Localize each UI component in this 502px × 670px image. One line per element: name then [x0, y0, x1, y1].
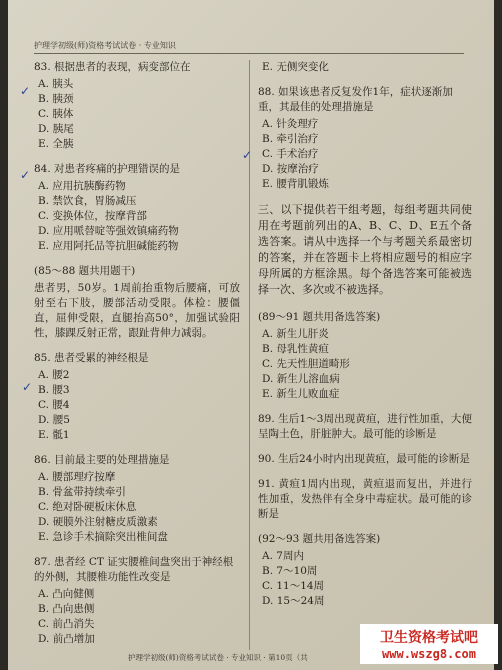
option: A. 凸向健侧 — [38, 588, 95, 600]
question-86-options — [38, 470, 240, 545]
section-instructions: 三、以下提供若干组考题，每组考题共同使用在考题前列出的A、B、C、D、E五个备选答案。请从中选择一个与考题关系最密切的答案，并在答题卡上将相应题号的相应字母所属的方框涂黑。每个备选答案可能被选择一次、多次或不被选择。 — [258, 203, 472, 296]
exam-page — [8, 0, 494, 670]
option: D. 前凸增加 — [38, 633, 95, 645]
group-89-91-heading: (89～91 题共用备选答案) — [258, 311, 381, 323]
option: D. 按摩治疗 — [262, 163, 319, 175]
option: A. 7周内 — [262, 550, 304, 562]
option: B. 7～10周 — [262, 565, 318, 577]
pen-mark-icon: ✓ — [22, 380, 33, 394]
option: E. 急诊手术摘除突出椎间盘 — [38, 531, 168, 543]
question-83-stem: 83. 根据患者的表现，病变部位在 — [34, 61, 191, 73]
question-89: 89. 生后1～3周出现黄疸，进行性加重，大便呈陶土色，肝脏肿大。最可能的诊断是 — [258, 413, 472, 440]
option: E. 无侧突变化 — [262, 61, 329, 73]
question-85-options — [38, 368, 240, 443]
option: B. 禁饮食，胃肠减压 — [38, 195, 137, 207]
question-88-stem: 88. 如果该患者反复发作1年，症状逐渐加重，其最佳的处理措施是 — [258, 86, 453, 113]
question-83-options — [38, 77, 240, 152]
option: C. 腰4 — [38, 399, 70, 411]
case-heading: (85～88 题共用题干) — [34, 265, 136, 277]
option: D. 15～24周 — [262, 595, 325, 607]
option: A. 新生儿肝炎 — [262, 328, 329, 340]
option: E. 应用阿托品等抗胆碱能药物 — [38, 240, 179, 252]
group-89-91-options — [262, 327, 472, 402]
question-86-stem: 86. 目前最主要的处理措施是 — [34, 454, 170, 466]
option: C. 手术治疗 — [262, 148, 319, 160]
option: B. 腰3 — [38, 384, 70, 396]
pen-mark-icon: ✓ — [20, 84, 31, 98]
case-text: 患者男，50岁。1周前抬重物后腰痛，可放射至右下肢，腰部活动受限。体检：腰僵直，屈伸受限，直腿抬高50°，加强试验阳性，膝踝反射正常，跟趾背伸力减弱。 — [34, 282, 240, 339]
question-85-stem: 85. 患者受累的神经根是 — [34, 352, 149, 364]
question-88-options — [262, 117, 472, 192]
question-91: 91. 黄疸1周内出现，黄疸退而复出，并进行性加重，发热伴有全身中毒症状。最可能的诊断是 — [258, 478, 472, 520]
question-87-option-e — [262, 60, 472, 75]
right-column — [258, 60, 472, 619]
option: E. 新生儿败血症 — [262, 388, 340, 400]
option: B. 母乳性黄疸 — [262, 343, 329, 355]
option: B. 胰颈 — [38, 93, 74, 105]
pen-mark-icon: ✓ — [242, 148, 253, 162]
option: C. 前凸消失 — [38, 618, 95, 630]
option: A. 应用抗胰酶药物 — [38, 180, 126, 192]
pen-mark-icon: ✓ — [20, 168, 31, 182]
watermark-title: 卫生资格考试吧 — [380, 630, 478, 646]
option: D. 胰尾 — [38, 123, 74, 135]
page-header: 护理学初级(师)资格考试试卷 · 专业知识 — [34, 40, 464, 54]
option: C. 11～14周 — [262, 580, 325, 592]
option: A. 腰部理疗按摩 — [38, 471, 116, 483]
option: D. 腰5 — [38, 414, 70, 426]
page-footer: 护理学初级(师)资格考试试卷 · 专业知识 · 第10页（共 — [128, 653, 308, 662]
option: D. 硬膜外注射糖皮质激素 — [38, 516, 158, 528]
option: C. 先天性胆道畸形 — [262, 358, 350, 370]
group-92-93-options — [262, 549, 472, 609]
question-87-options — [38, 587, 240, 647]
left-column — [34, 60, 240, 657]
option: C. 绝对卧硬板床休息 — [38, 501, 137, 513]
option: B. 骨盆带持续牵引 — [38, 486, 126, 498]
site-watermark — [360, 624, 498, 664]
question-90: 90. 生后24小时内出现黄疸，最可能的诊断是 — [258, 453, 470, 465]
question-84-options — [38, 179, 240, 254]
question-84-stem: 84. 对患者疼痛的护理错误的是 — [34, 163, 181, 175]
option: B. 凸向患侧 — [38, 603, 95, 615]
option: D. 新生儿溶血病 — [262, 373, 340, 385]
option: A. 针灸理疗 — [262, 118, 319, 130]
option: E. 骶1 — [38, 429, 70, 441]
option: E. 全胰 — [38, 138, 74, 150]
group-92-93-heading: (92～93 题共用备选答案) — [258, 533, 381, 545]
option: E. 腰背肌锻炼 — [262, 178, 329, 190]
option: A. 腰2 — [38, 369, 70, 381]
option: A. 胰头 — [38, 78, 74, 90]
option: D. 应用哌替啶等强效镇痛药物 — [38, 225, 179, 237]
option: B. 牵引治疗 — [262, 133, 319, 145]
option: C. 胰体 — [38, 108, 74, 120]
option: C. 变换体位，按摩背部 — [38, 210, 147, 222]
question-87-stem: 87. 患者经 CT 证实腰椎间盘突出于神经根的外侧，其腰椎功能性改变是 — [34, 556, 234, 583]
watermark-url: www.wszg8.com — [382, 647, 476, 661]
